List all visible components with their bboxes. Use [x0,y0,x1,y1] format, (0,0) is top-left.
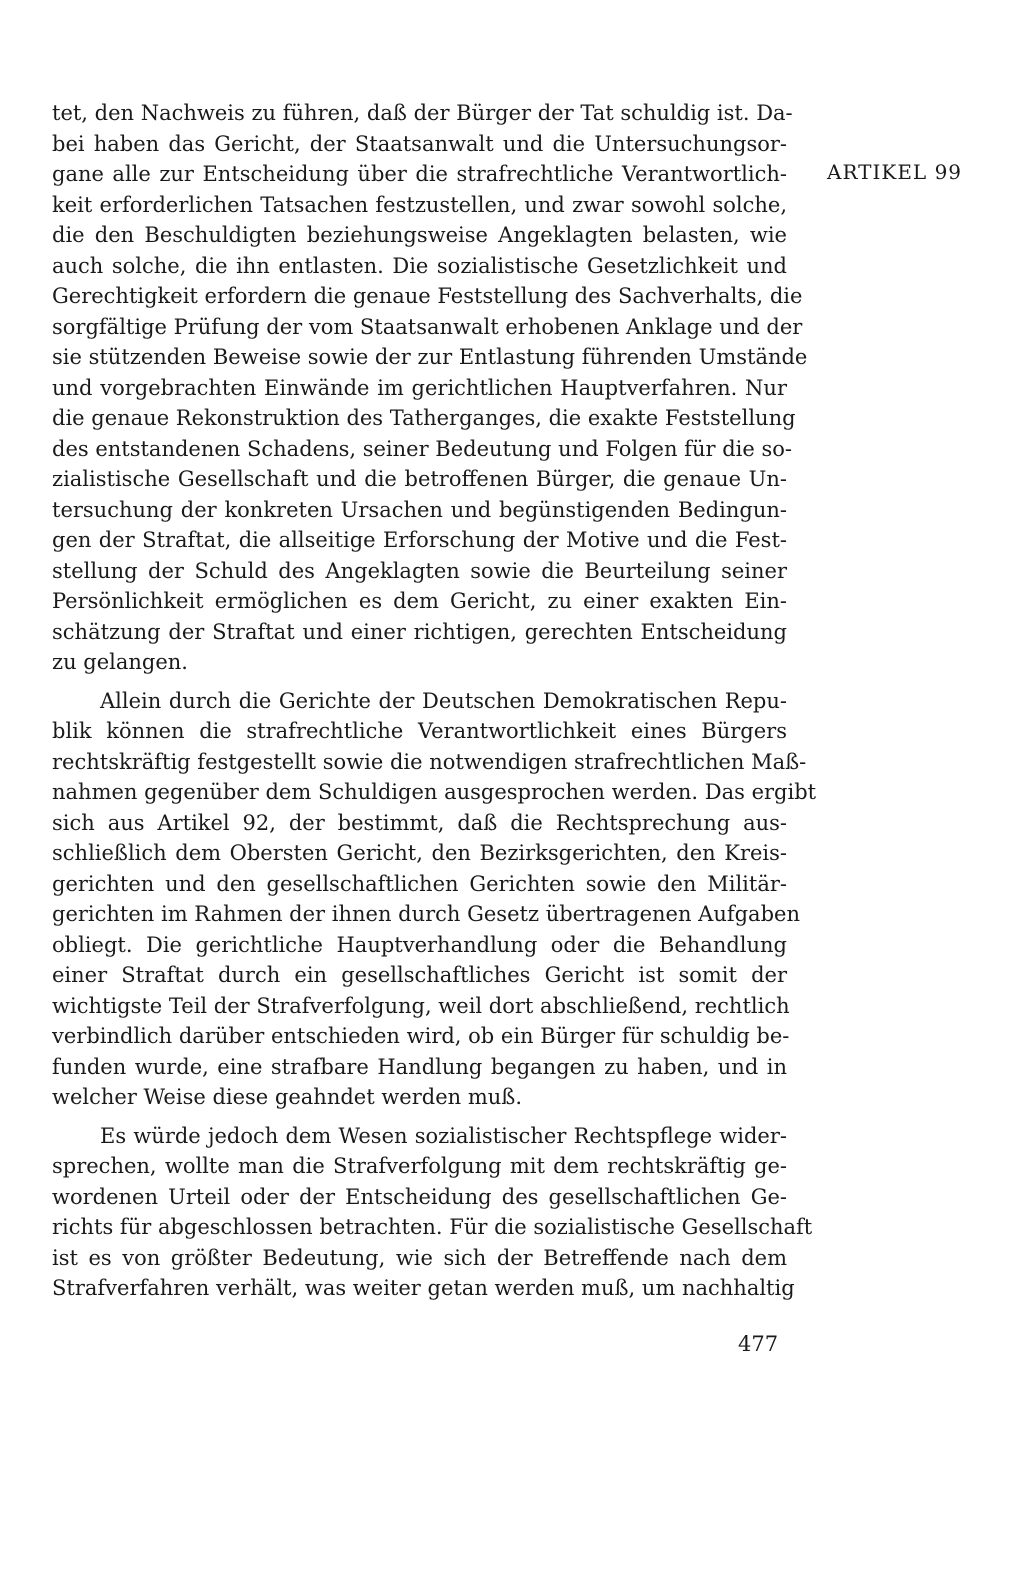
text-line: die den Beschuldigten beziehungsweise Angeklagten belasten, wie [52,223,787,247]
text-line: richts für abgeschlossen betrachten. Für die sozialistische Gesellschaft [52,1215,813,1239]
text-line: gerichten im Rahmen der ihnen durch Gesetz übertragenen Aufgaben [52,902,800,926]
text-line: wordenen Urteil oder der Entscheidung des gesellschaftlichen Ge- [52,1184,787,1209]
text-line: Gerechtigkeit erfordern die genaue Feststellung des Sachverhalts, die [52,284,803,308]
text-line: stellung der Schuld des Angeklagten sowie die Beurteilung seiner [52,558,787,583]
text-line: rechtskräftig festgestellt sowie die notwendigen strafrechtlichen Maß- [52,749,807,774]
text-line: einer Straftat durch ein gesellschaftliches Gericht ist somit der [52,963,787,987]
paragraph [52,98,808,678]
text-line: zu gelangen. [52,650,188,674]
text-line: tersuchung der konkreten Ursachen und begünstigenden Bedingun- [52,497,787,522]
text-line: nahmen gegenüber dem Schuldigen ausgesprochen werden. Das ergibt [52,780,817,804]
text-line: und vorgebrachten Einwände im gerichtlichen Hauptverfahren. Nur [52,375,787,400]
text-line: auch solche, die ihn entlasten. Die sozialistische Gesetzlichkeit und [52,253,787,278]
paragraph [52,1121,813,1304]
text-line: Allein durch die Gerichte der Deutschen Demokratischen Repu- [100,688,787,713]
text-line: funden wurde, eine strafbare Handlung begangen zu haben, und in [52,1054,787,1079]
text-line: bei haben das Gericht, der Staatsanwalt und die Untersuchungsor- [52,131,787,156]
text-line: schließlich dem Obersten Gericht, den Bezirksgerichten, den Kreis- [52,841,787,865]
text-line: des entstandenen Schadens, seiner Bedeutung und Folgen für die so- [52,436,792,461]
text-line: Es würde jedoch dem Wesen sozialistischer Rechtspflege wider- [100,1123,787,1148]
text-line: verbindlich darüber entschieden wird, ob ein Bürger für schuldig be- [52,1024,790,1048]
text-line: ist es von größter Bedeutung, wie sich der Betreffende nach dem [52,1245,787,1270]
text-line: obliegt. Die gerichtliche Hauptverhandlung oder die Behandlung [52,932,787,957]
text-line: wichtigste Teil der Strafverfolgung, weil dort abschließend, rechtlich [52,993,790,1018]
text-line: gane alle zur Entscheidung über die strafrechtliche Verantwortlich- [52,162,787,186]
paragraph-gap [52,678,787,686]
text-line: Persönlichkeit ermöglichen es dem Gericht, zu einer exakten Ein- [52,589,787,613]
text-line: blik können die strafrechtliche Verantwortlichkeit eines Bürgers [52,719,787,743]
text-line: gerichten und den gesellschaftlichen Gerichten sowie den Militär- [52,871,787,896]
text-line: sie stützenden Beweise sowie der zur Entlastung führenden Umstände [52,345,808,369]
paragraph-gap [52,1113,787,1121]
text-line: die genaue Rekonstruktion des Tatherganges, die exakte Feststellung [52,406,796,430]
paragraph [52,686,817,1113]
margin-note: ARTIKEL 99 [827,160,963,184]
text-line: gen der Straftat, die allseitige Erforschung der Motive und die Fest- [52,528,787,552]
text-line: sprechen, wollte man die Strafverfolgung mit dem rechtskräftig ge- [52,1154,787,1178]
text-line: Strafverfahren verhält, was weiter getan werden muß, um nachhaltig [52,1276,795,1300]
text-line: sich aus Artikel 92, der bestimmt, daß die Rechtsprechung aus- [52,810,787,835]
page-number: 477 [738,1332,779,1356]
text-line: welcher Weise diese geahndet werden muß. [52,1085,522,1109]
text-line: zialistische Gesellschaft und die betroffenen Bürger, die genaue Un- [52,467,787,491]
text-line: schätzung der Straftat und einer richtigen, gerechten Entscheidung [52,619,787,644]
body-text [52,98,817,1304]
text-line: tet, den Nachweis zu führen, daß der Bürger der Tat schuldig ist. Da- [52,101,793,125]
text-line: sorgfältige Prüfung der vom Staatsanwalt erhobenen Anklage und der [52,314,803,339]
text-line: keit erforderlichen Tatsachen festzustellen, und zwar sowohl solche, [52,192,787,217]
